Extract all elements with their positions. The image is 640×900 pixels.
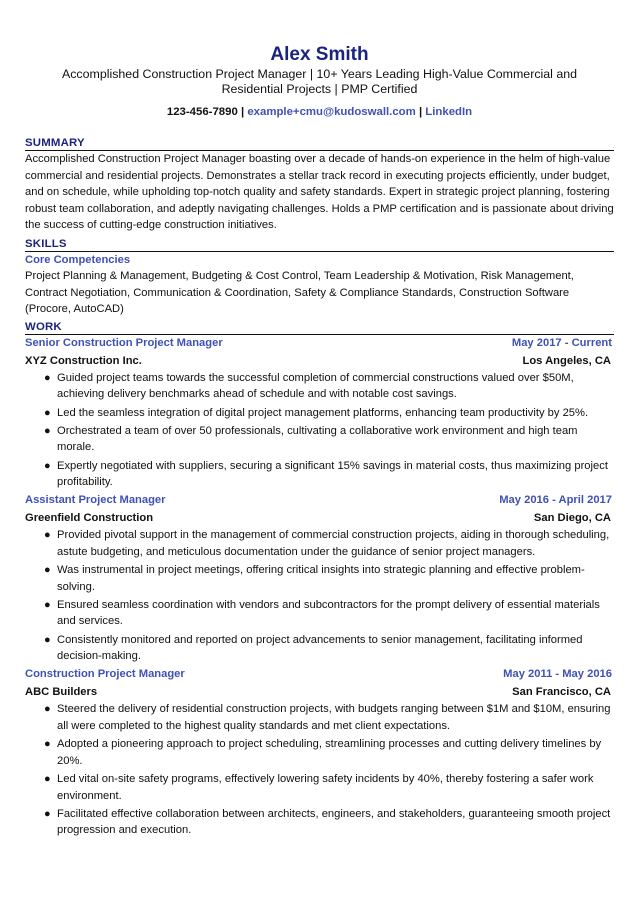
job-dates: May 2017 - Current — [511, 336, 612, 349]
job-location: San Diego, CA — [533, 512, 611, 525]
bullet-text: Adopted a pioneering approach to project scheduling, streamlining processes and cutting delivery timelines by 20%. — [57, 738, 602, 767]
bullet-item — [44, 370, 614, 403]
company-name: ABC Builders — [25, 686, 98, 699]
bullet-item — [44, 458, 614, 491]
job-title: Senior Construction Project Manager — [25, 336, 223, 349]
job-location: San Francisco, CA — [512, 686, 611, 699]
bullet-item — [44, 527, 614, 560]
skills-subheading: Core Competencies — [25, 253, 131, 266]
bullet-icon: ● — [44, 598, 51, 611]
bullet-item — [44, 736, 614, 769]
bullet-icon: ● — [44, 633, 51, 646]
skills-text: Project Planning & Management, Budgeting & Cost Control, Team Leadership & Motivation, Risk Management, Contract Negotiation, Communication & Coordination, Safety & Compliance Standards, Construction Software (Procore, AutoCAD) — [25, 269, 574, 316]
bullet-icon: ● — [44, 807, 51, 820]
bullet-text: Led vital on-site safety programs, effectively lowering safety incidents by 40%, thereby fostering a safer work environment. — [57, 772, 594, 802]
bullet-icon: ● — [44, 459, 51, 472]
job-bullets — [25, 370, 614, 491]
bullet-item — [44, 771, 614, 804]
bullet-item — [44, 405, 614, 422]
work-section — [25, 321, 614, 839]
bullet-text: Consistently monitored and reported on project advancements to senior management, facilitating informed decision-making. — [57, 633, 583, 663]
bullet-text: Provided pivotal support in the management of commercial construction projects, aiding in thorough scheduling, astute budgeting, and meticulous documentation under the guidance of senior project managers. — [57, 529, 610, 558]
summary-section — [25, 137, 614, 234]
bullet-icon: ● — [44, 703, 51, 716]
phone-number: 123-456-7890 — [166, 106, 238, 118]
skills-heading: SKILLS — [25, 238, 614, 252]
bullet-item — [44, 597, 614, 630]
resume-headline: Accomplished Construction Project Manager | 10+ Years Leading High-Value Commercial and Residential Projects | PMP Certified — [61, 67, 578, 96]
bullet-icon: ● — [44, 406, 51, 419]
job-title: Construction Project Manager — [25, 668, 185, 681]
bullet-item — [44, 806, 614, 839]
bullet-icon: ● — [44, 529, 51, 542]
job-bullets — [25, 701, 614, 839]
bullet-icon: ● — [44, 424, 51, 437]
bullet-item — [44, 632, 614, 665]
bullet-item — [44, 423, 614, 456]
bullet-item — [44, 562, 614, 595]
job-dates: May 2011 - May 2016 — [503, 668, 612, 681]
contact-separator: | — [418, 106, 423, 118]
job-bullets — [25, 527, 614, 665]
job-location: Los Angeles, CA — [522, 354, 611, 367]
contact-separator: | — [240, 106, 245, 118]
bullet-text: Ensured seamless coordination with vendors and subcontractors for the prompt delivery of essential materials and services. — [57, 598, 600, 628]
bullet-text: Expertly negotiated with suppliers, securing a significant 15% savings in material costs, thus maximizing project profitability. — [57, 459, 608, 489]
job-entry — [25, 335, 614, 491]
bullet-text: Facilitated effective collaboration between architects, engineers, and stakeholders, guaranteeing smooth project progression and execution. — [57, 807, 611, 837]
linkedin-link[interactable]: LinkedIn — [425, 106, 473, 118]
bullet-icon: ● — [44, 772, 51, 785]
summary-text: Accomplished Construction Project Manager boasting over a decade of hands-on experience in the helm of high-value commercial and residential projects. Demonstrates a stellar track record in executing projects efficiently, under budget, and on schedule, while upholding top-notch quality and safety standards. Expert in strategic project planning, fostering robust team collaboration, and adeptly navigating challenges. Holds a PMP certification and is passionate about driving the success of cutting-edge construction initiatives. — [25, 153, 614, 232]
job-entry — [25, 666, 614, 839]
work-heading: WORK — [25, 321, 614, 335]
bullet-icon: ● — [44, 371, 51, 384]
bullet-text: Was instrumental in project meetings, offering critical insights into strategic planning and effective problem-solving. — [57, 564, 585, 593]
job-entry — [25, 492, 614, 665]
company-name: Greenfield Construction — [25, 512, 154, 525]
bullet-icon: ● — [44, 564, 51, 577]
email-link[interactable]: example+cmu@kudoswall.com — [247, 106, 416, 118]
bullet-text: Led the seamless integration of digital project management platforms, enhancing team productivity by 25%. — [57, 406, 589, 419]
contact-line — [25, 105, 614, 119]
bullet-text: Orchestrated a team of over 50 professionals, cultivating a collaborative work environment and high team morale. — [57, 424, 578, 454]
resume-name: Alex Smith — [270, 44, 369, 65]
bullet-text: Guided project teams towards the successful completion of commercial constructions valued over $50M, achieving delivery benchmarks ahead of schedule and with notable cost savings. — [57, 371, 574, 401]
job-title: Assistant Project Manager — [25, 494, 166, 507]
skills-section — [25, 238, 614, 318]
bullet-item — [44, 701, 614, 734]
bullet-icon: ● — [44, 738, 51, 751]
job-dates: May 2016 - April 2017 — [499, 494, 612, 507]
summary-heading: SUMMARY — [25, 137, 614, 151]
bullet-text: Steered the delivery of residential construction projects, with budgets ranging between $1M and $10M, ensuring all were completed to the highest quality standards and met client expectations. — [57, 703, 611, 732]
company-name: XYZ Construction Inc. — [25, 354, 142, 367]
